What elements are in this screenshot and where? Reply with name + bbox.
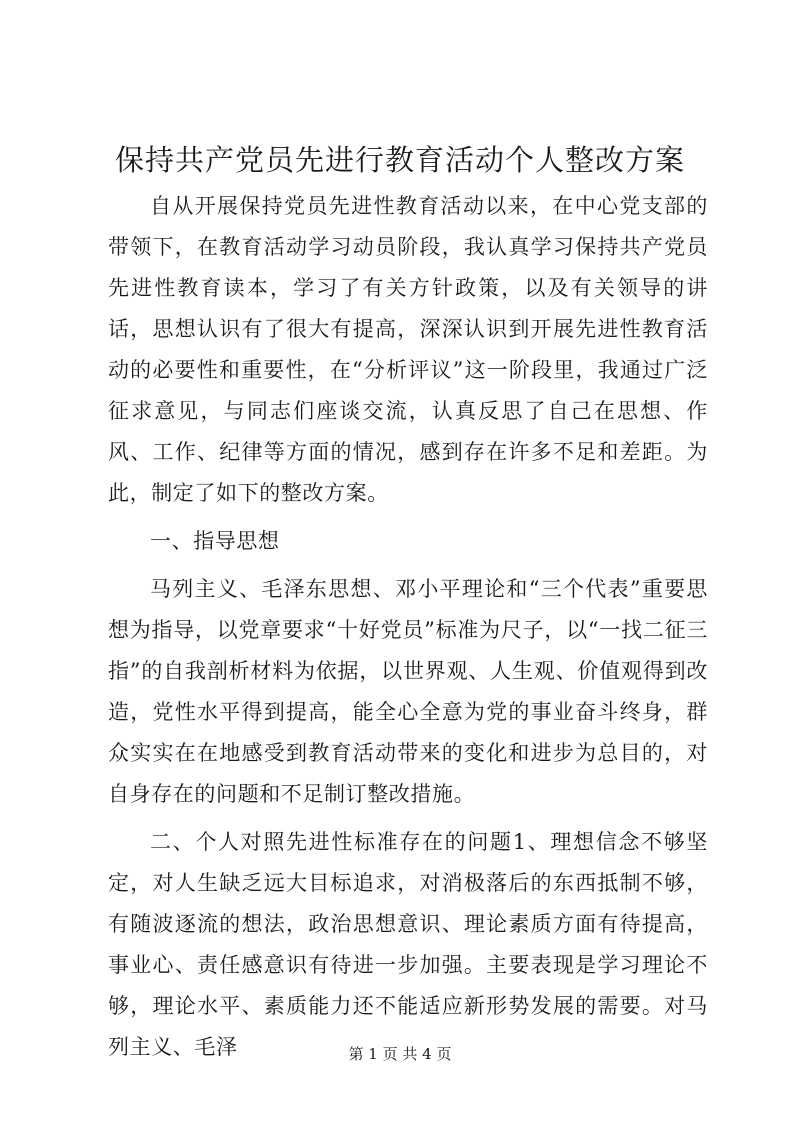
page-number-footer: 第 1 页 共 4 页 (348, 1045, 452, 1063)
document-title: 保持共产党员先进行教育活动个人整改方案 (114, 143, 685, 177)
paragraph-guiding-ideology: 马列主义、毛泽东思想、邓小平理论和“三个代表”重要思想为指导，以党章要求“十好党员”标准为尺子，以“一找二征三指”的自我剖析材料为依据，以世界观、人生观、价值观得到改造，党性水平得到提高，能全心全意为党的事业奋斗终身，群众实实在在地感受到教育活动带来的变化和进步为总目的，对自身存在的问题和不足制订整改措施。 (108, 577, 708, 806)
paragraph-intro: 自从开展保持党员先进性教育活动以来，在中心党支部的带领下，在教育活动学习动员阶段，我认真学习保持共产党员先进性教育读本，学习了有关方针政策，以及有关领导的讲话，思想认识有了很大有提高，深深认识到开展先进性教育活动的必要性和重要性，在“分析评议”这一阶段里，我通过广泛征求意见，与同志们座谈交流，认真反思了自己在思想、作风、工作、纪律等方面的情况，感到存在许多不足和差距。为此，制定了如下的整改方案。 (108, 194, 708, 505)
section-heading-guiding-ideology: 一、指导思想 (150, 529, 280, 553)
document-body (108, 186, 708, 1075)
paragraph-existing-problems: 二、个人对照先进性标准存在的问题1、理想信念不够坚定，对人生缺乏远大目标追求，对消极落后的东西抵制不够，有随波逐流的想法，政治思想意识、理论素质方面有待提高，事业心、责任感意识有待进一步加强。主要表现是学习理论不够，理论水平、素质能力还不能适应新形势发展的需要。对马列主义、毛泽 (108, 830, 708, 1059)
